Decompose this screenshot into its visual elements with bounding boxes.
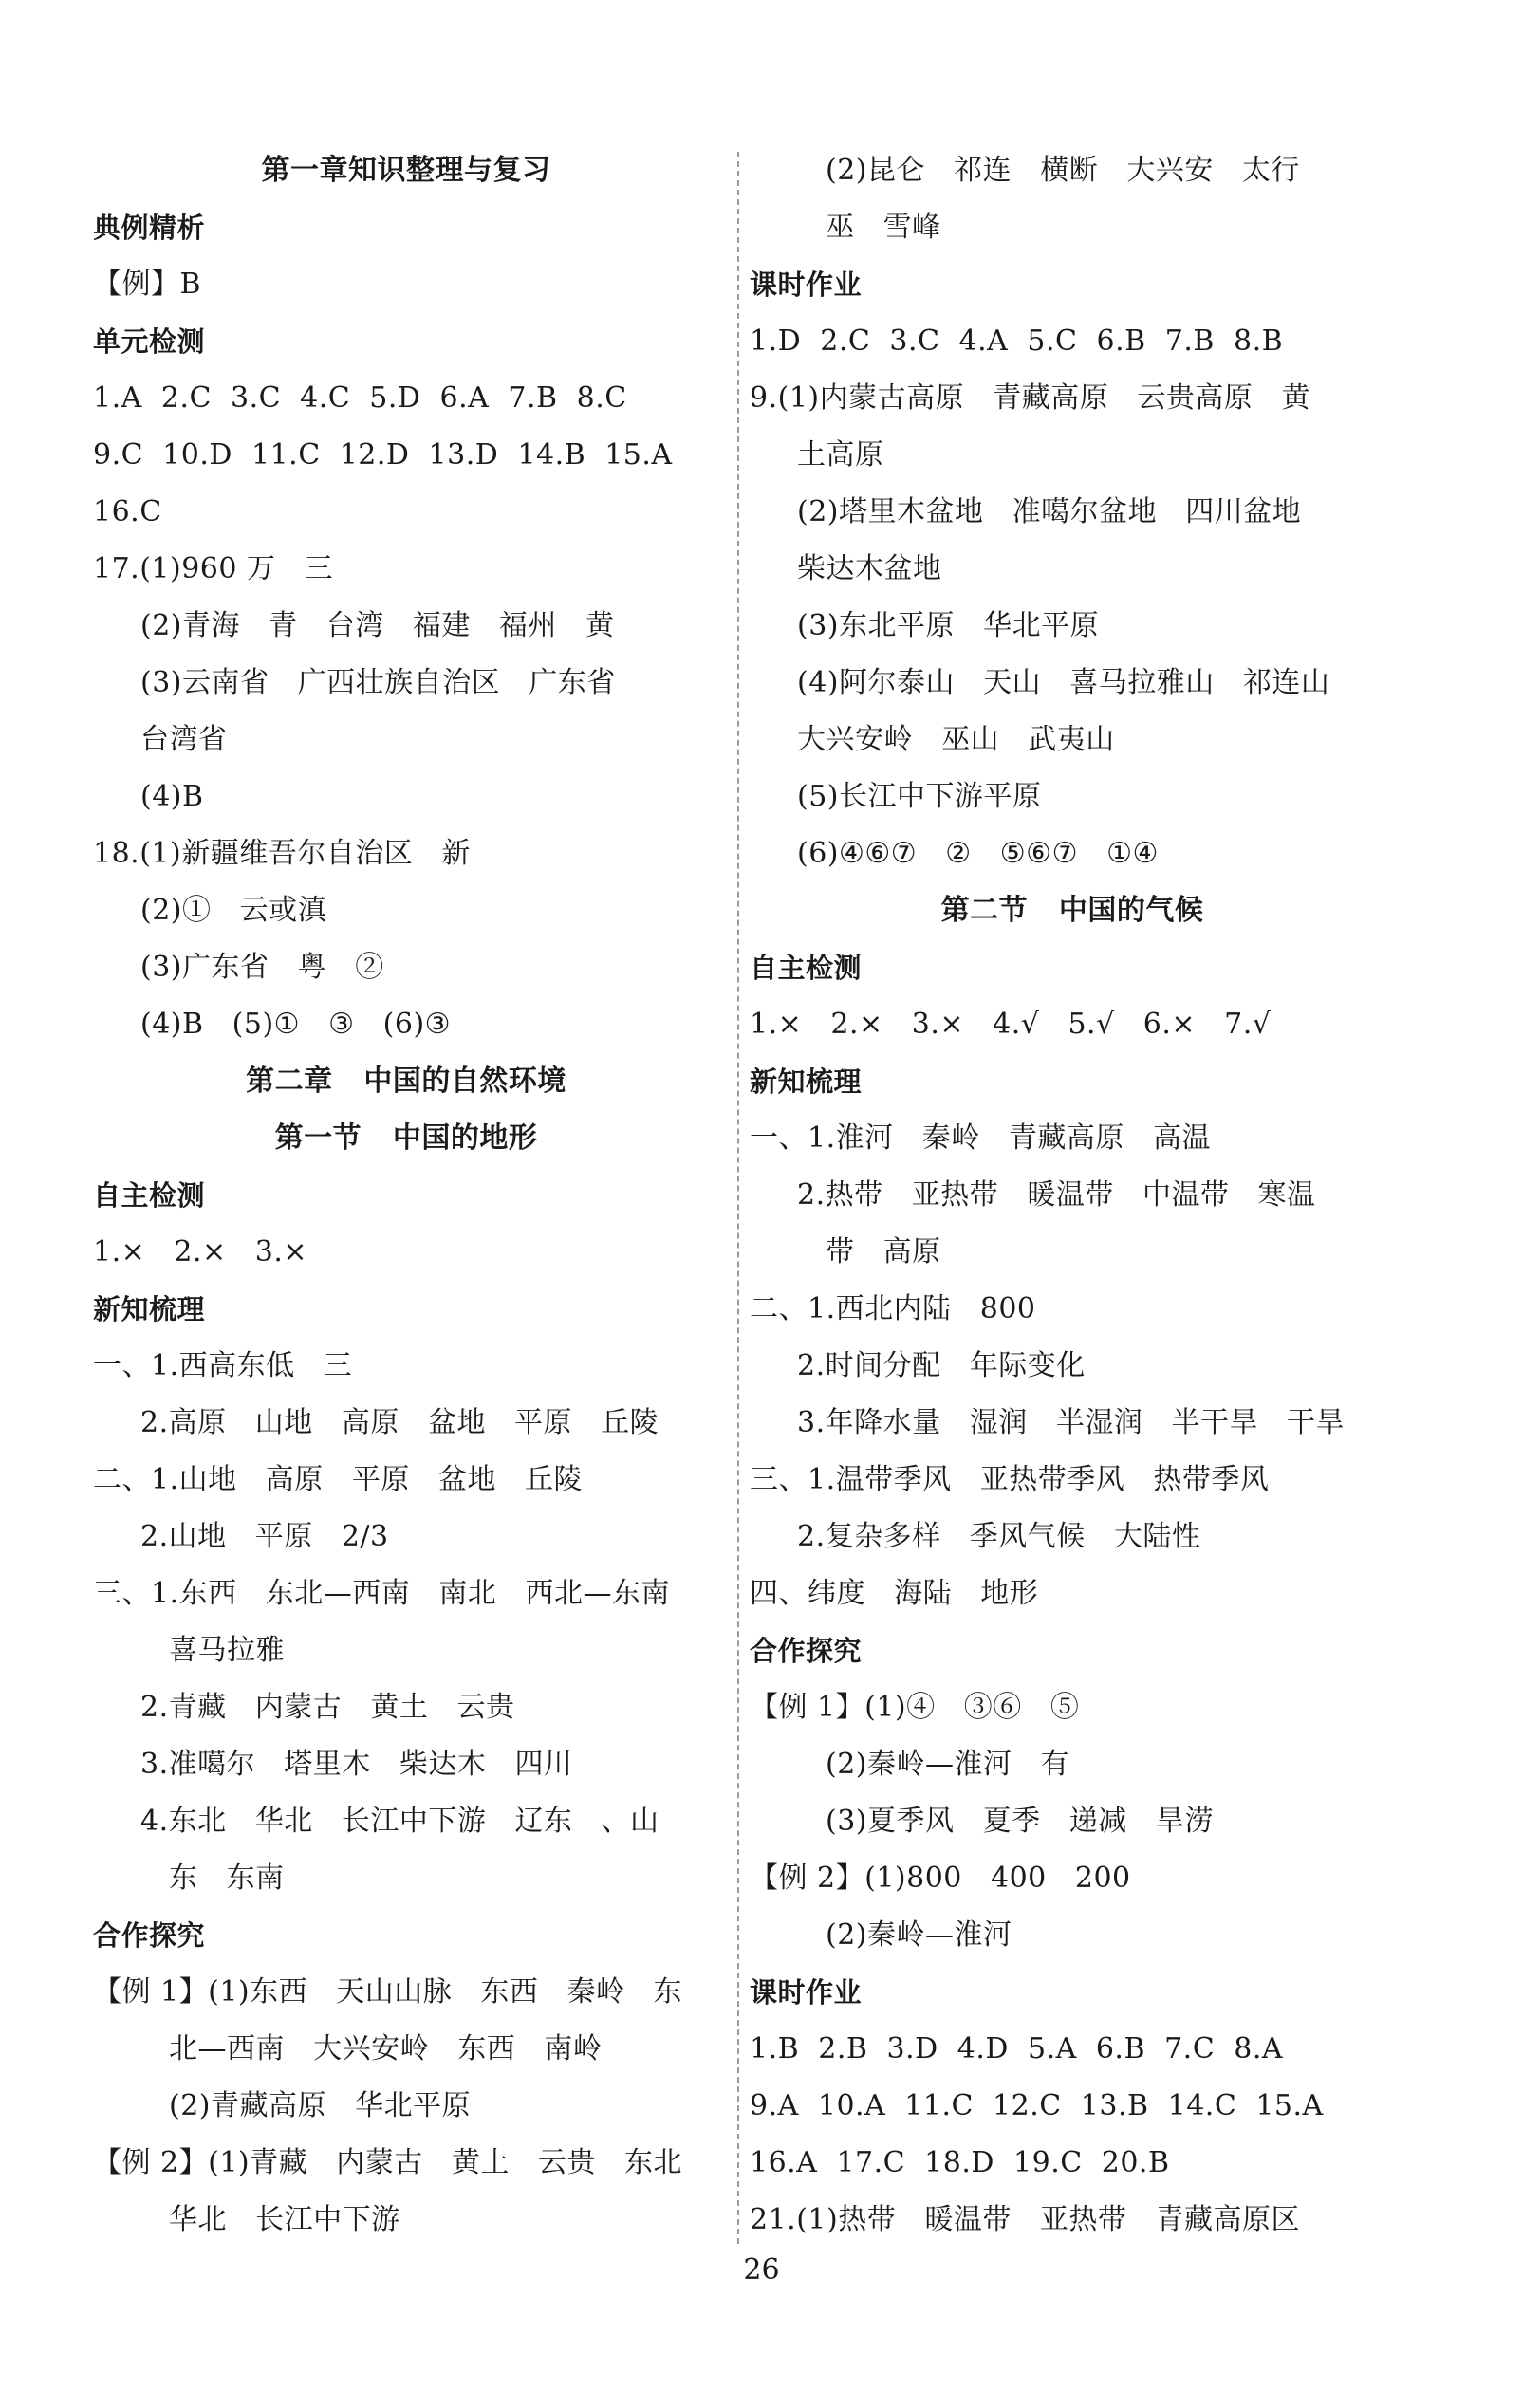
answer-line: 【例】B <box>93 268 202 301</box>
answer-line: (2)① 云或滇 <box>140 894 327 927</box>
answer-line: (3)东北平原 华北平原 <box>797 609 1100 642</box>
answer-line: 17.(1)960 万 三 <box>93 552 334 585</box>
section-heading: 自主检测 <box>750 952 863 984</box>
answer-line: 1.A 2.C 3.C 4.C 5.D 6.A 7.B 8.C <box>93 381 627 415</box>
answer-line: (2)青藏高原 华北平原 <box>169 2089 472 2122</box>
answer-line: 1.× 2.× 3.× <box>93 1235 307 1269</box>
answer-line: 带 高原 <box>826 1235 941 1269</box>
answer-line: 1.D 2.C 3.C 4.A 5.C 6.B 7.B 8.B <box>750 324 1284 358</box>
section-heading: 单元检测 <box>93 325 206 358</box>
answer-line: 喜马拉雅 <box>169 1634 285 1667</box>
answer-line: 3.准噶尔 塔里木 柴达木 四川 <box>140 1748 573 1781</box>
answer-line: 台湾省 <box>140 723 228 756</box>
answer-line: (4)B (5)① ③ (6)③ <box>140 1008 452 1041</box>
answer-line: 巫 雪峰 <box>826 211 941 244</box>
chapter-heading: 第二章 中国的自然环境 <box>246 1065 566 1098</box>
answer-line: (4)B <box>140 780 204 813</box>
section-heading: 课时作业 <box>750 1976 863 2009</box>
section-heading: 典例精析 <box>93 212 206 244</box>
answer-line: (6)④⑥⑦ ② ⑤⑥⑦ ①④ <box>797 837 1159 870</box>
answer-line: 【例 1】(1)东西 天山山脉 东西 秦岭 东 <box>93 1975 683 2009</box>
answer-line: (4)阿尔泰山 天山 喜马拉雅山 祁连山 <box>797 666 1330 699</box>
chapter-heading: 第一节 中国的地形 <box>274 1121 538 1155</box>
answer-line: 9.(1)内蒙古高原 青藏高原 云贵高原 黄 <box>750 381 1310 415</box>
answer-line: 二、1.山地 高原 平原 盆地 丘陵 <box>93 1463 584 1496</box>
section-heading: 课时作业 <box>750 269 863 301</box>
section-heading: 合作探究 <box>93 1919 206 1952</box>
page-number: 26 <box>743 2253 780 2287</box>
answer-line: 2.热带 亚热带 暖温带 中温带 寒温 <box>797 1178 1316 1212</box>
section-heading: 合作探究 <box>750 1635 863 1667</box>
answer-line: 1.× 2.× 3.× 4.√ 5.√ 6.× 7.√ <box>750 1008 1272 1041</box>
answer-line: 21.(1)热带 暖温带 亚热带 青藏高原区 <box>750 2203 1301 2236</box>
answer-line: (3)广东省 粤 ② <box>140 951 384 984</box>
answer-line: (2)秦岭—淮河 <box>826 1918 1012 1952</box>
answer-line: 东 东南 <box>169 1862 285 1895</box>
section-heading: 新知梳理 <box>750 1065 863 1098</box>
chapter-heading: 第二节 中国的气候 <box>940 894 1204 927</box>
answer-line: 北—西南 大兴安岭 东西 南岭 <box>169 2032 603 2065</box>
column-divider <box>737 152 739 2244</box>
answer-line: 9.C 10.D 11.C 12.D 13.D 14.B 15.A <box>93 438 673 472</box>
answer-line: (2)秦岭—淮河 有 <box>826 1748 1070 1781</box>
answer-line: 2.时间分配 年际变化 <box>797 1349 1086 1382</box>
answer-line: 华北 长江中下游 <box>169 2203 400 2236</box>
answer-line: 18.(1)新疆维吾尔自治区 新 <box>93 837 471 870</box>
answer-line: 3.年降水量 湿润 半湿润 半干旱 干旱 <box>797 1406 1346 1439</box>
answer-line: 四、纬度 海陆 地形 <box>750 1577 1039 1610</box>
answer-line: (5)长江中下游平原 <box>797 780 1042 813</box>
answer-line: 柴达木盆地 <box>797 552 942 585</box>
section-heading: 自主检测 <box>93 1179 206 1212</box>
chapter-heading: 第一章知识整理与复习 <box>261 154 551 187</box>
right-column <box>750 142 1395 2249</box>
answer-line: (2)昆仑 祁连 横断 大兴安 太行 <box>826 154 1300 187</box>
answer-line: 【例 2】(1)青藏 内蒙古 黄土 云贵 东北 <box>93 2146 683 2179</box>
answer-line: (2)青海 青 台湾 福建 福州 黄 <box>140 609 615 642</box>
answer-line: (3)夏季风 夏季 递减 旱涝 <box>826 1805 1214 1838</box>
answer-line: 4.东北 华北 长江中下游 辽东 、山 <box>140 1805 659 1838</box>
answer-line: 2.复杂多样 季风气候 大陆性 <box>797 1520 1201 1553</box>
answer-line: 2.山地 平原 2/3 <box>140 1520 389 1553</box>
section-heading: 新知梳理 <box>93 1293 206 1325</box>
answer-line: 一、1.西高东低 三 <box>93 1349 353 1382</box>
answer-line: 2.高原 山地 高原 盆地 平原 丘陵 <box>140 1406 659 1439</box>
answer-line: 16.A 17.C 18.D 19.C 20.B <box>750 2146 1170 2179</box>
answer-line: 【例 2】(1)800 400 200 <box>750 1862 1131 1895</box>
answer-line: 1.B 2.B 3.D 4.D 5.A 6.B 7.C 8.A <box>750 2032 1284 2065</box>
answer-line: 【例 1】(1)④ ③⑥ ⑤ <box>750 1691 1080 1724</box>
answer-line: 一、1.淮河 秦岭 青藏高原 高温 <box>750 1121 1211 1155</box>
answer-line: (3)云南省 广西壮族自治区 广东省 <box>140 666 616 699</box>
answer-line: (2)塔里木盆地 准噶尔盆地 四川盆地 <box>797 495 1302 528</box>
answer-line: 16.C <box>93 495 162 528</box>
answer-line: 大兴安岭 巫山 武夷山 <box>797 723 1115 756</box>
answer-line: 9.A 10.A 11.C 12.C 13.B 14.C 15.A <box>750 2089 1324 2122</box>
answer-line: 二、1.西北内陆 800 <box>750 1292 1036 1325</box>
answer-line: 2.青藏 内蒙古 黄土 云贵 <box>140 1691 515 1724</box>
answer-line: 三、1.东西 东北—西南 南北 西北—东南 <box>93 1577 670 1610</box>
answer-line: 三、1.温带季风 亚热带季风 热带季风 <box>750 1463 1270 1496</box>
answer-line: 土高原 <box>797 438 884 472</box>
left-column <box>93 142 719 2249</box>
